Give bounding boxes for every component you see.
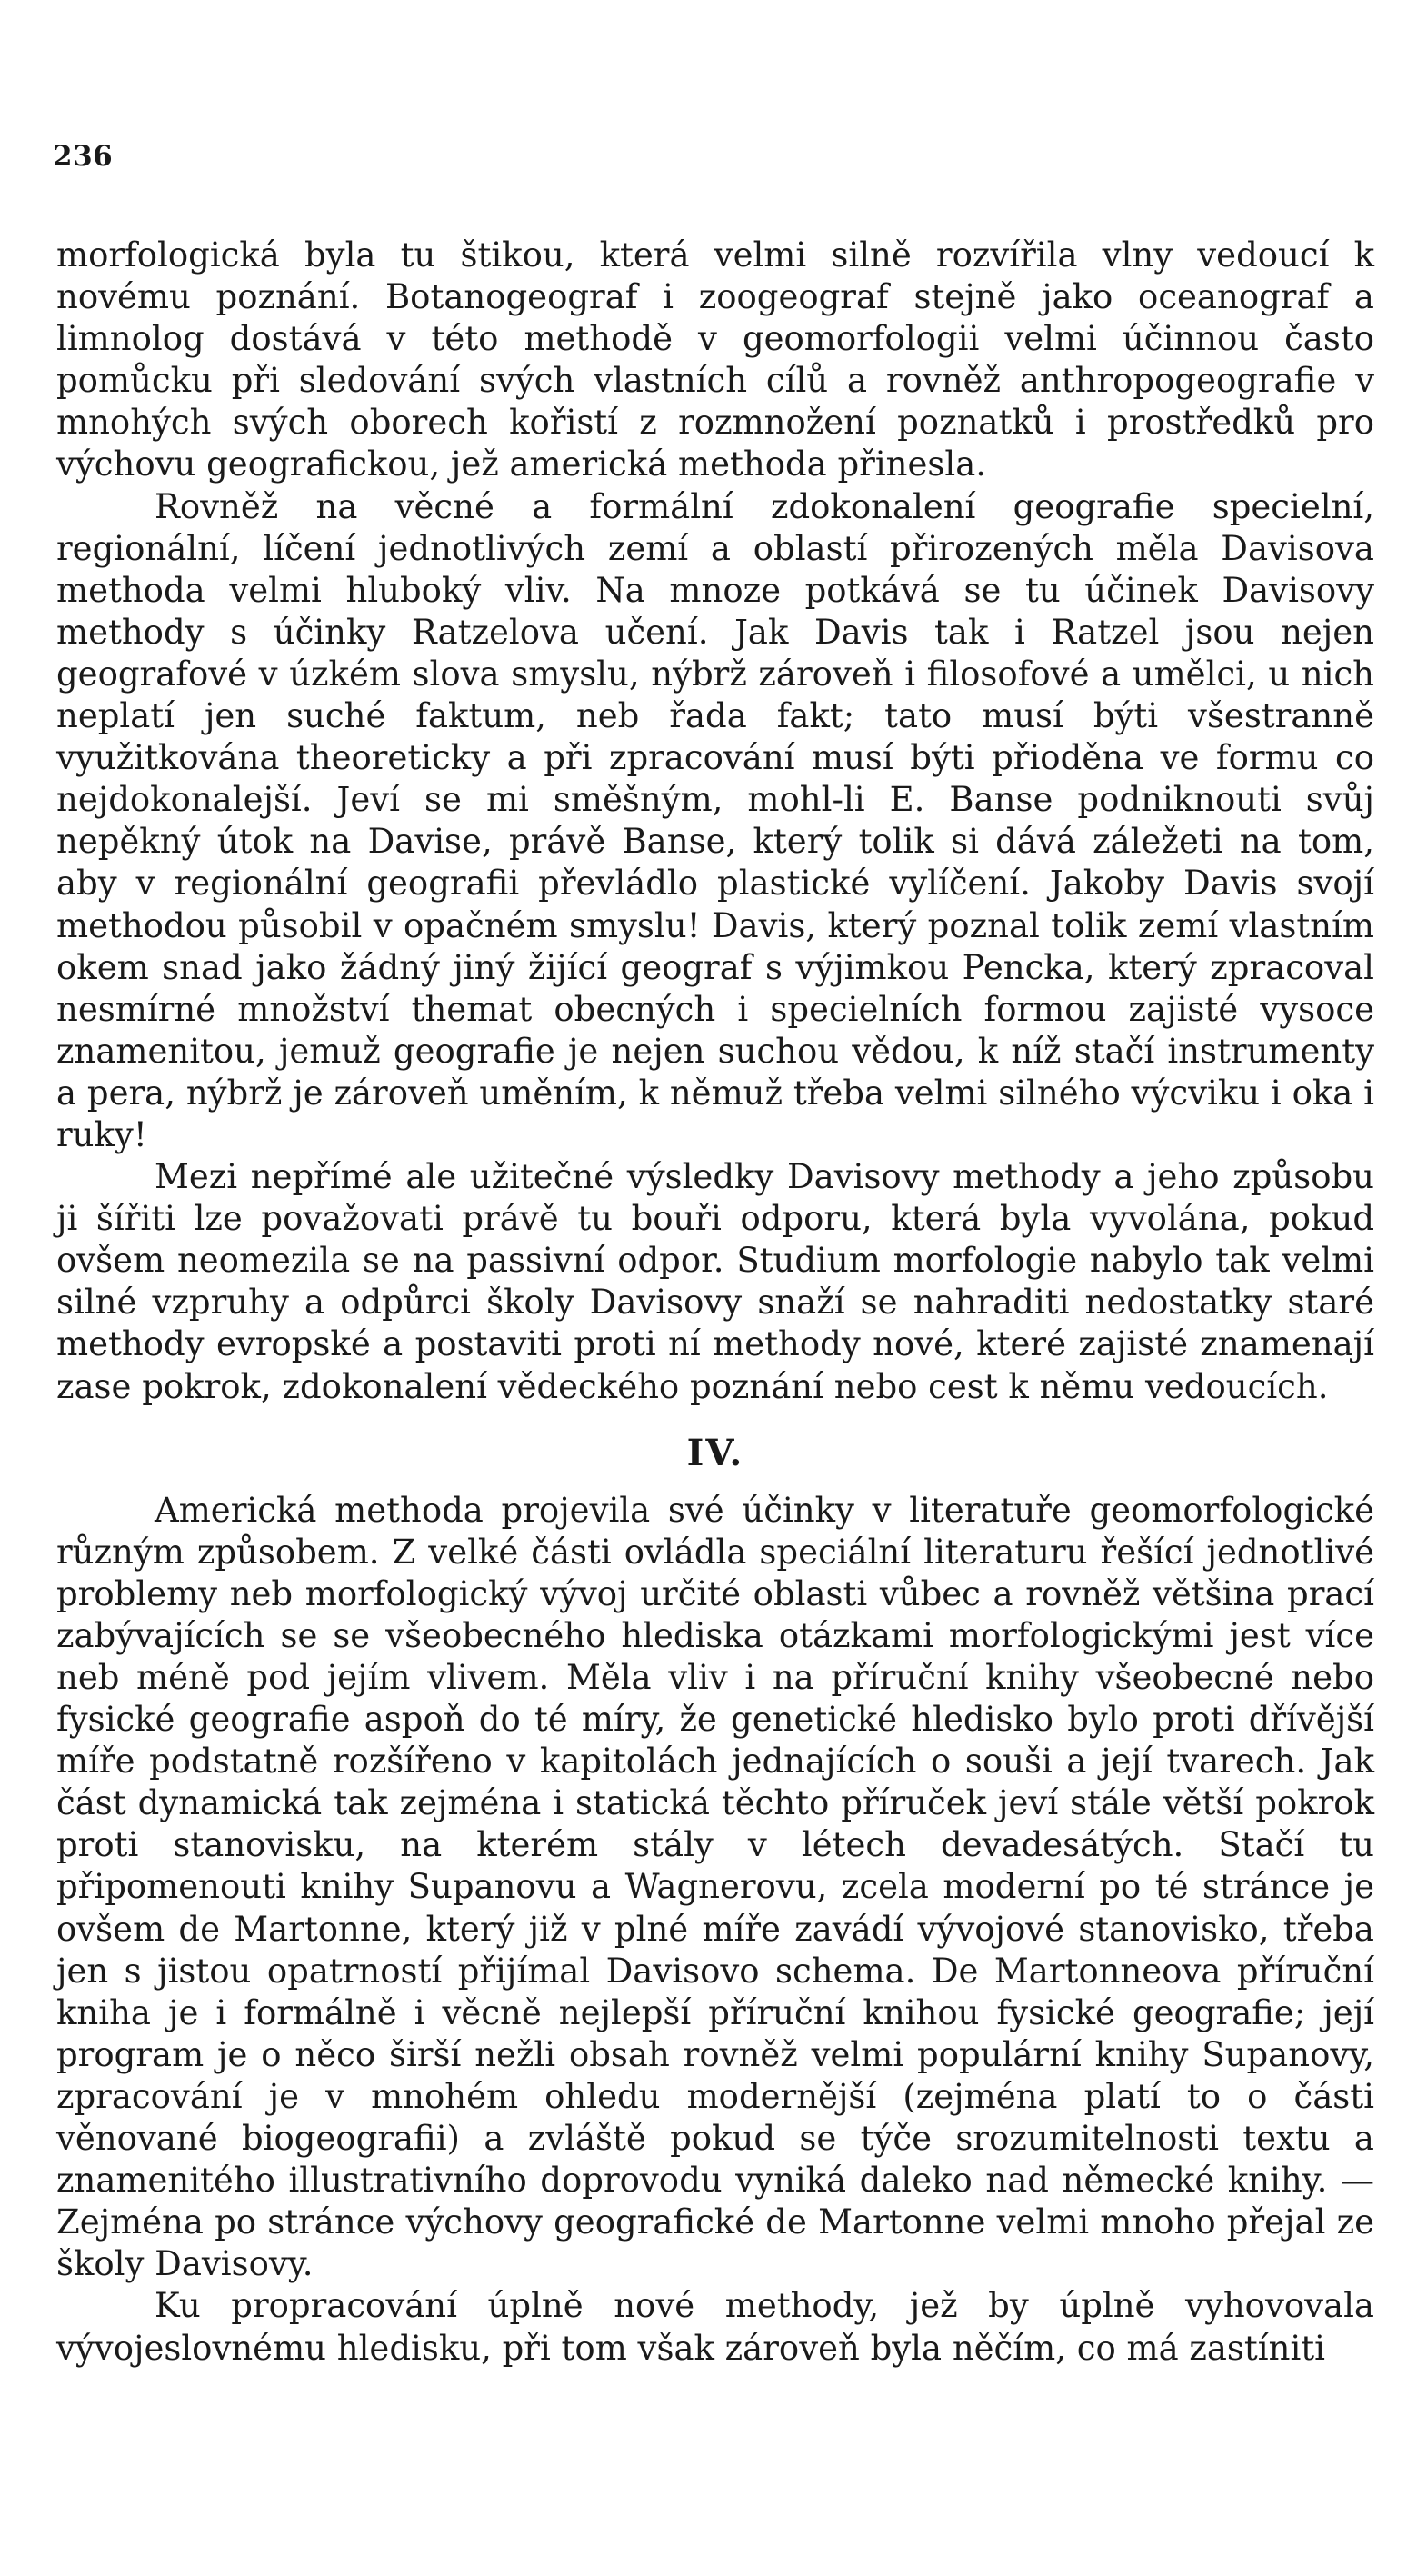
body-text — [56, 235, 1374, 2370]
spacer — [56, 1408, 1374, 1424]
paragraph: Americká methoda projevila své účinky v literatuře geomorfologické různým způsobem. Z velké části ovládla speciální literaturu řešící jednotlivé problemy neb morfologický vývoj určité oblasti vůbec a rovněž většina prací zabývajících se se všeobecného hlediska otázkami morfologickými jest více neb méně pod jejím vlivem. Měla vliv i na příruční knihy všeobecné nebo fysické geografie aspoň do té míry, že genetické hledisko bylo proti dřívější míře podstatně rozšířeno v kapitolách jednajících o souši a její tvarech. Jak část dynamická tak zejména i statická těchto příruček jeví stále větší pokrok proti stanovisku, na kterém stály v létech devadesátých. Stačí tu připomenouti knihy Supanovu a Wagnerovu, zcela moderní po té stránce je ovšem de Martonne, který již v plné míře zavádí vývojové stanovisko, třeba jen s jistou opatrností přijímal Davisovo schema. De Martonneova příruční kniha je i formálně i věcně nejlepší příruční knihou fysické geografie; její program je o něco širší nežli obsah rovněž velmi populární knihy Supanovy, zpracování je v mnohém ohledu modernější (zejména platí to o části věnované biogeografii) a zvláště pokud se týče srozumitelnosti textu a znamenitého illustrativního doprovodu vyniká daleko nad německé knihy. — Zejména po stránce výchovy geografické de Martonne velmi mnoho přejal ze školy Davisovy. — [56, 1490, 1374, 2284]
paragraph: Rovněž na věcné a formální zdokonalení geografie specielní, regionální, líčení jednotlivých zemí a oblastí přirozených měla Davisova methoda velmi hluboký vliv. Na mnoze potkává se tu účinek Davisovy methody s účinky Ratzelova učení. Jak Davis tak i Ratzel jsou nejen geografové v úzkém slova smyslu, nýbrž zároveň i filosofové a umělci, u nich neplatí jen suché faktum, neb řada fakt; tato musí býti všestranně využitkována theoreticky a při zpracování musí býti přioděna ve formu co nejdokonalejší. Jeví se mi směšným, mohl-li E. Banse podniknouti svůj nepěkný útok na Davise, právě Banse, který tolik si dává záležeti na tom, aby v regionální geografii převládlo plastické vylíčení. Jakoby Davis svojí methodou působil v opačném smyslu! Davis, který poznal tolik zemí vlastním okem snad jako žádný jiný žijící geograf s výjimkou Pencka, který zpracoval nesmírné množství themat obecných i specielních formou zajisté vysoce znamenitou, jemuž geografie je nejen suchou vědou, k níž stačí instrumenty a pera, nýbrž je zároveň uměním, k němuž třeba velmi silného výcviku i oka i ruky! — [56, 486, 1374, 1154]
page-number: 236 — [53, 140, 114, 173]
paragraph-truncated: Ku propracování úplně nové methody, jež by úplně vyhovovala vývojeslovnému hledisku, při tom však zároveň byla něčím, co má zastíniti — [56, 2286, 1374, 2368]
paragraph: Mezi nepřímé ale užitečné výsledky Davisovy methody a jeho způsobu ji šířiti lze považovati právě tu bouři odporu, která byla vyvolána, pokud ovšem neomezila se na passivní odpor. Studium morfologie nabylo tak velmi silné vzpruhy a odpůrci školy Davisovy snaží se nahraditi nedostatky staré methody evropské a postaviti proti ní methody nové, které zajisté znamenají zase pokrok, zdokonalení vědeckého poznání nebo cest k němu vedoucích. — [56, 1157, 1374, 1406]
section-heading: IV. — [686, 1431, 744, 1474]
paragraph-continued: morfologická byla tu štikou, která velmi silně rozvířila vlny vedoucí k novému poznání. Botanogeograf i zoogeograf stejně jako oceanograf a limnolog dostává v této methodě v geomorfologii velmi účinnou často pomůcku při sledování svých vlastních cílů a rovněž anthropogeografie v mnohých svých oborech kořistí z rozmnožení poznatků i prostředků pro výchovu geografickou, jež americká methoda přinesla. — [56, 235, 1374, 484]
